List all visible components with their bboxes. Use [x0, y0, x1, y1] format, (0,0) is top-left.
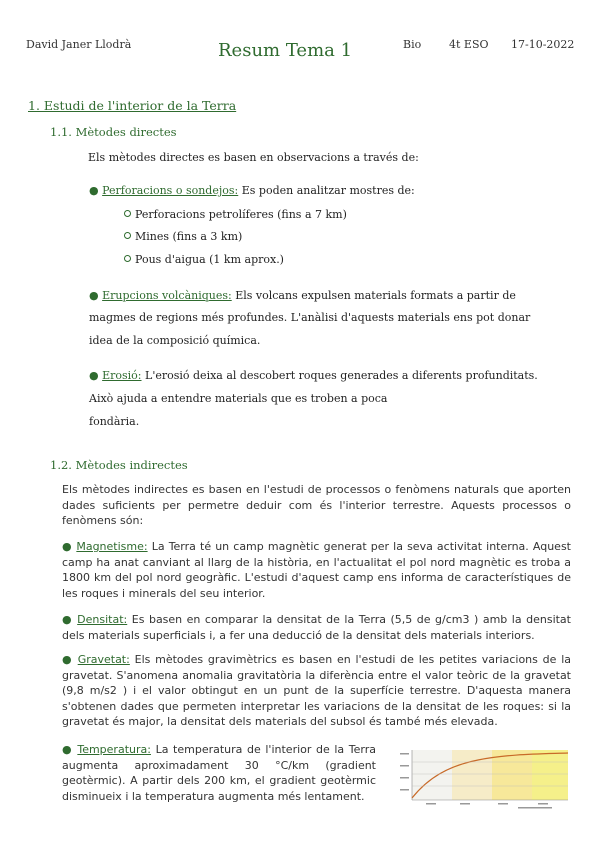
graph-zone-mantle: [492, 750, 532, 800]
paragraph-densitat: ● Densitat: Es basen en comparar la densitat de la Terra (5,5 de g/cm3 ) amb la densitat dels materials superficials i, a fer una deducció de la densitat dels materials interiors.: [62, 613, 571, 642]
list-item: Mines (fins a 3 km): [124, 229, 242, 244]
list-item: Pous d'aigua (1 km aprox.): [124, 252, 284, 267]
paragraph-temperatura: ● Temperatura: La temperatura de l'interior de la Terra augmenta aproximadament 30 °C/km (gradient geotèrmic). A partir dels 200 km, el gradient geotèrmic disminueix i la temperatura augmenta més lentament.: [62, 743, 376, 803]
term-temperatura: Temperatura:: [77, 743, 151, 756]
indirect-intro: Els mètodes indirectes es basen en l'estudi de processos o fenòmens naturals que aporten dades suficients per permetre deduir com és l'interior terrestre. Aquests processos o fenòmens són:: [62, 483, 571, 527]
perforacions-text: Es poden analitzar mostres de:: [238, 184, 415, 197]
direct-intro: Els mètodes directes es basen en observacions a través de:: [88, 151, 419, 164]
date-label: 17-10-2022: [511, 38, 575, 51]
subject-label: Bio: [403, 38, 422, 51]
bullet-dot-icon: ●: [62, 743, 73, 756]
bullet-dot-icon: ●: [62, 653, 73, 666]
graph-zone-upper-mantle: [452, 750, 492, 800]
erosio-line2: Això ajuda a entendre materials que es troben a poca: [89, 392, 388, 405]
bullet-erupcions: ● Erupcions volcàniques: Els volcans expulsen materials formats a partir de: [89, 289, 516, 302]
subsection-heading-indirect: 1.2. Mètodes indirectes: [50, 458, 188, 472]
list-item: Perforacions petrolíferes (fins a 7 km): [124, 207, 347, 222]
geothermal-gradient-graph: [398, 748, 570, 810]
term-densitat: Densitat:: [77, 613, 128, 626]
bullet-dot-icon: ●: [89, 369, 99, 382]
bullet-dot-icon: ●: [89, 184, 99, 197]
graph-zone-crust: [412, 750, 452, 800]
subsection-heading-direct: 1.1. Mètodes directes: [50, 125, 177, 139]
paragraph-magnetisme: ● Magnetisme: La Terra té un camp magnètic generat per la seva activitat interna. Aquest camp ha anat canviant al llarg de la història, en l'actualitat el pol nord magnètic es troba a 1800 km del pol nord geogràfic. L'estudi d'aquest camp ens informa de característiques de les roques i minerals del seu interior.: [62, 540, 571, 600]
circle-bullet-icon: [124, 255, 131, 262]
bullet-dot-icon: ●: [89, 289, 99, 302]
term-erupcions: Erupcions volcàniques:: [102, 289, 232, 302]
course-label: 4t ESO: [449, 38, 489, 51]
circle-bullet-icon: [124, 232, 131, 239]
term-perforacions: Perforacions o sondejos:: [102, 184, 239, 197]
erupcions-line2: magmes de regions més profundes. L'anàlisi d'aquests materials ens pot donar: [89, 311, 531, 324]
author-name: David Janer Llodrà: [26, 38, 132, 51]
bullet-erosio: ● Erosió: L'erosió deixa al descobert roques generades a diferents profunditats.: [89, 369, 538, 382]
bullet-dot-icon: ●: [62, 613, 73, 626]
bullet-perforacions: [89, 183, 415, 198]
erosio-line3: fondària.: [89, 415, 140, 428]
term-magnetisme: Magnetisme:: [76, 540, 148, 553]
term-erosio: Erosió:: [102, 369, 142, 382]
paragraph-gravetat: ● Gravetat: Els mètodes gravimètrics es basen en l'estudi de les petites variacions de la gravetat. S'anomena anomalia gravitatòria la diferència entre el valor teòric de la gravetat (9,8 m/s2 ) i el valor obtingut en un punt de la superfície terrestre. D'aquesta manera s'obtenen dades que permeten interpretar les variacions de la densitat de les roques: si la gravetat és major, la densitat dels materials del subsol és també més elevada.: [62, 653, 571, 728]
graph-zone-core: [532, 750, 568, 800]
erupcions-line3: idea de la composició química.: [89, 334, 261, 347]
circle-bullet-icon: [124, 210, 131, 217]
term-gravetat: Gravetat:: [77, 653, 130, 666]
section-heading: 1. Estudi de l'interior de la Terra: [28, 98, 237, 113]
bullet-dot-icon: ●: [62, 540, 73, 553]
page-title: Resum Tema 1: [218, 40, 353, 61]
